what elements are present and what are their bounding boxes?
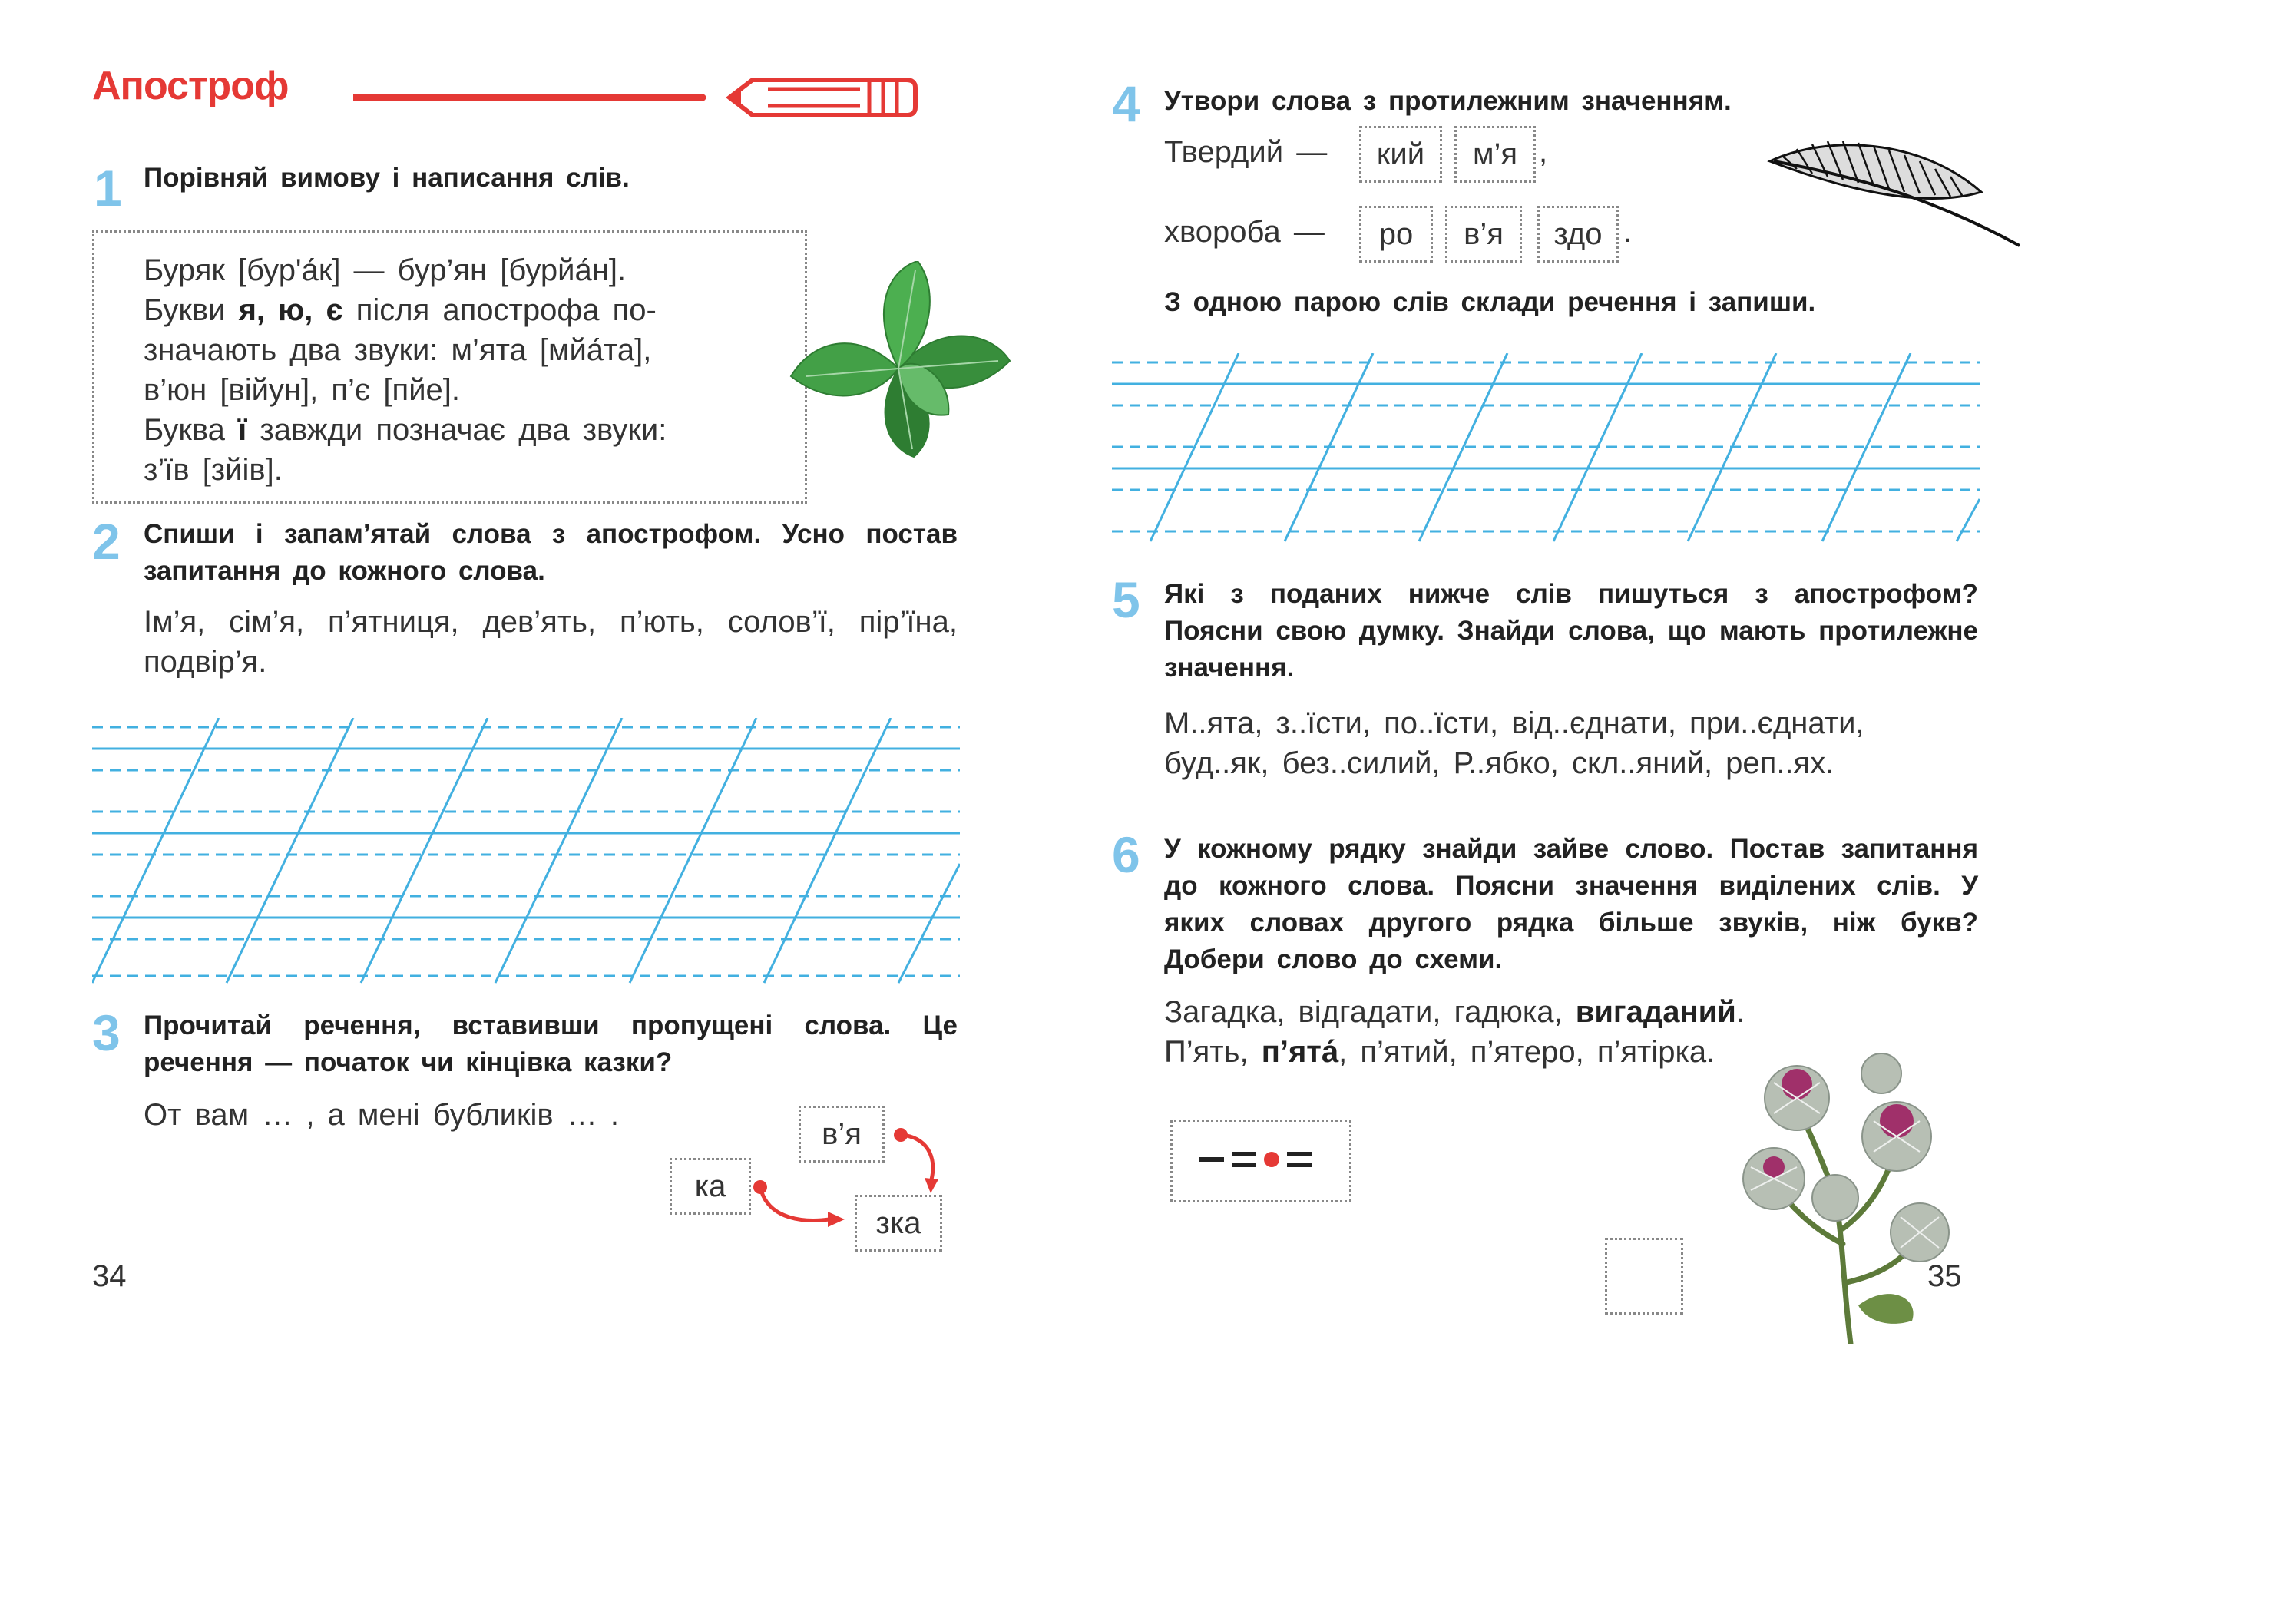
exercise-number-4: 4 xyxy=(1112,75,1140,132)
syllable-tile-1: в’я xyxy=(799,1106,885,1163)
exercise-2-task: Спиши і запам’ятай слова з апострофом. Усно постав запитання до кожного слова. xyxy=(144,519,958,586)
feather-icon xyxy=(1766,131,2027,253)
mint-leaves-icon xyxy=(783,261,1014,461)
exercise-number-3: 3 xyxy=(92,1004,121,1061)
syllable-tile-2: ка xyxy=(670,1158,751,1215)
exercise-3-task: Прочитай речення, вставивши пропущені слова. Це речення — початок чи кінцівка казки? xyxy=(144,1010,958,1077)
burdock-flower-icon xyxy=(1728,1052,1958,1344)
order-arrows-icon xyxy=(737,1121,952,1236)
ex4-row2-tile-3: здо xyxy=(1537,206,1619,263)
ex4-row2-word: хвороба — xyxy=(1164,215,1325,249)
exercise-2-words: Ім’я, сім’я, п’ятниця, дев’ять, п’ють, солов’ї, пір’їна, подвір’я. xyxy=(144,605,958,679)
ex6-line-2: П’ять, п’ята́, п’ятий, п’ятеро, п’ятірка. xyxy=(1164,1035,1715,1069)
ex4-row1-end: , xyxy=(1539,135,1548,169)
writing-lines-right xyxy=(1112,353,1980,545)
ex4-row1-tile-2: м’я xyxy=(1454,126,1536,183)
page-title: Апостроф xyxy=(92,64,289,108)
answer-box xyxy=(1605,1238,1683,1315)
rule-text xyxy=(144,250,766,490)
exercise-3-sentence: От вам … , а мені бубликів … . xyxy=(144,1098,619,1132)
syllable-tile-3: зка xyxy=(855,1195,942,1252)
pencil-icon xyxy=(353,71,921,124)
exercise-number-5: 5 xyxy=(1112,571,1140,628)
exercise-5-words xyxy=(1164,703,1978,783)
ex4-row2-tile-1: ро xyxy=(1359,206,1433,263)
rule-line-6: з’їв [зйів]. xyxy=(144,453,283,487)
exercise-number-6: 6 xyxy=(1112,826,1140,883)
ex4-row1-tile-1: кий xyxy=(1359,126,1442,183)
ex4-row2-tile-2: в’я xyxy=(1445,206,1522,263)
exercise-number-1: 1 xyxy=(94,160,122,217)
ex5-words-line-1: М..ята, з..їсти, по..їсти, від..єднати, при..єднати, xyxy=(1164,706,1864,740)
page-number-right: 35 xyxy=(1927,1259,1962,1293)
ex4-row1-word: Твердий — xyxy=(1164,135,1328,169)
rule-line-3: значають два звуки: м’ята [мйа́та], xyxy=(144,333,652,367)
exercise-5-task: Які з поданих нижче слів пишуться з апострофом? Поясни свою думку. Знайди слова, що мають протилежне значення. xyxy=(1164,579,1978,683)
sound-scheme-icon xyxy=(1198,1144,1321,1175)
rule-line-1: Буряк [бур'а́к] — бур’ян [бурйа́н]. xyxy=(144,253,627,287)
exercise-6-task: У кожному рядку знайди зайве слово. Постав запитання до кожного слова. Поясни значення виділених слів. У яких словах другого рядка більше звуків, ніж букв? Добери слово до схеми. xyxy=(1164,834,1978,974)
exercise-1-task: Порівняй вимову і написання слів. xyxy=(144,163,630,193)
ex4-row2-end: . xyxy=(1623,215,1633,249)
exercise-4-task: Утвори слова з протилежним значенням. xyxy=(1164,86,1732,116)
ex6-line-1: Загадка, відгадати, гадюка, вигаданий. xyxy=(1164,995,1745,1029)
writing-lines-left xyxy=(92,718,960,987)
rule-line-2: Букви я, ю, є після апострофа по- xyxy=(144,293,657,327)
page-number-left: 34 xyxy=(92,1259,127,1293)
exercise-number-2: 2 xyxy=(92,513,121,570)
rule-line-4: в’юн [війун], п’є [пйе]. xyxy=(144,373,461,407)
ex5-words-line-2: буд..як, без..силий, Р..ябко, скл..яний, реп..ях. xyxy=(1164,746,1834,780)
exercise-4-task-2: З одною парою слів склади речення і запиши. xyxy=(1164,287,1816,317)
rule-line-5: Буква ї завжди позначає два звуки: xyxy=(144,413,667,447)
